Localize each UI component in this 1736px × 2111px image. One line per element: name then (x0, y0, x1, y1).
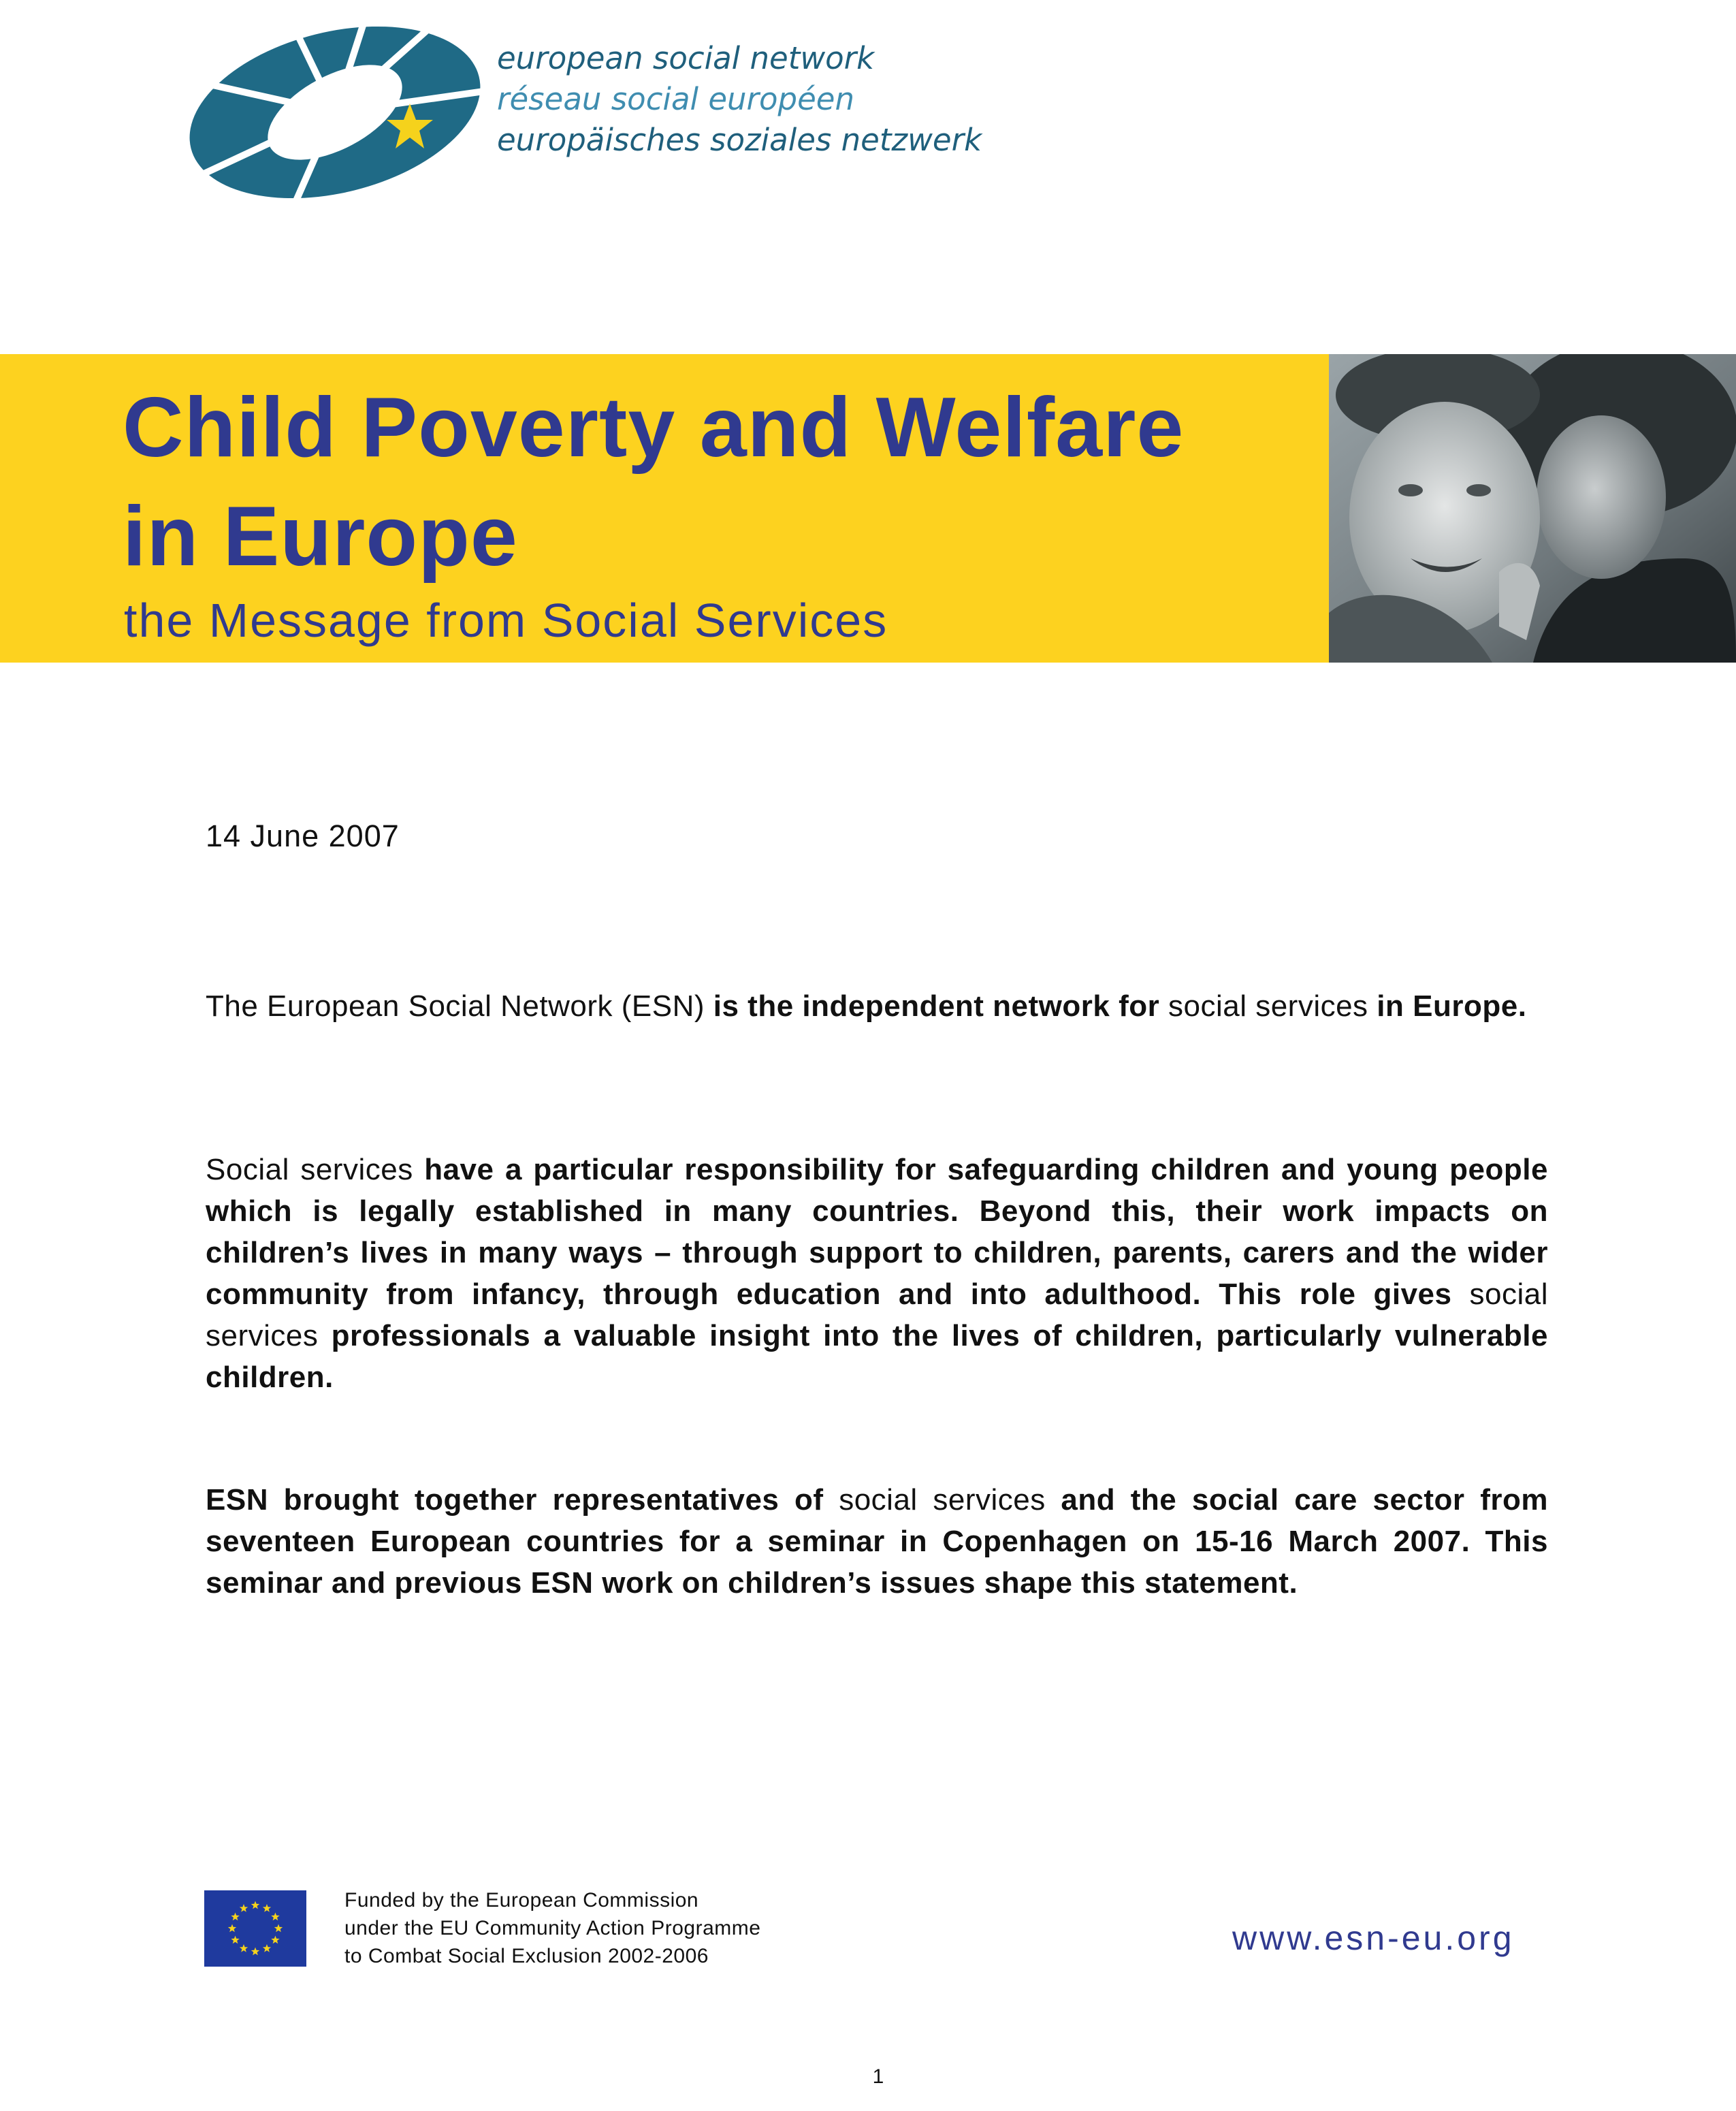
title-line-1: Child Poverty and Welfare (123, 381, 1185, 475)
eu-flag-icon (204, 1890, 306, 1967)
logo-line-fr: réseau social européen (497, 81, 855, 117)
page-number: 1 (872, 2065, 884, 2088)
p3-text-3: and the social care sector from seventeen European countries for a seminar in Copenhagen on 15-16 March 2007. This seminar and previous ESN work on children’s issues shape this statement. (206, 1483, 1548, 1600)
funding-line-3: to Combat Social Exclusion 2002-2006 (344, 1945, 709, 1967)
p1-text-2: is the independent network for (713, 989, 1160, 1023)
paragraph-responsibility (206, 1149, 1548, 1398)
esn-logo-icon (178, 14, 492, 211)
mother-child-photo (1329, 354, 1736, 663)
title-line-2: in Europe (123, 490, 518, 584)
page-title (123, 373, 1184, 591)
p2-text-1: Social services (206, 1153, 425, 1186)
logo-line-en: european social network (497, 40, 875, 76)
funding-line-2: under the EU Community Action Programme (344, 1917, 761, 1939)
p3-text-1: ESN brought together representatives of (206, 1483, 824, 1517)
paragraph-seminar (206, 1479, 1548, 1604)
p2-text-3: social services (206, 1277, 1548, 1352)
p3-text-2: social services (823, 1483, 1061, 1517)
page-subtitle: the Message from Social Services (124, 594, 888, 647)
paragraph-esn-intro (206, 985, 1548, 1027)
p1-text-3: social services (1159, 989, 1377, 1023)
document-date: 14 June 2007 (206, 819, 400, 853)
p2-text-4: professionals a valuable insight into the lives of children, particularly vulnerable children. (206, 1319, 1549, 1394)
p1-text-4: in Europe. (1377, 989, 1527, 1023)
p2-text-2: have a particular responsibility for safeguarding children and young people which is legally established in many countries. Beyond this, their work impacts on children’s lives in many ways – through support to children, parents, carers and the wider community from infancy, through education and into adulthood. This role gives (206, 1153, 1548, 1311)
funding-line-1: Funded by the European Commission (344, 1889, 699, 1911)
website-link[interactable]: www.esn-eu.org (1232, 1919, 1515, 1957)
p1-text-1: The European Social Network (ESN) (206, 989, 713, 1023)
logo-line-de: europäisches soziales netzwerk (497, 122, 982, 158)
funding-notice (344, 1886, 760, 1970)
logo-text (497, 38, 982, 161)
